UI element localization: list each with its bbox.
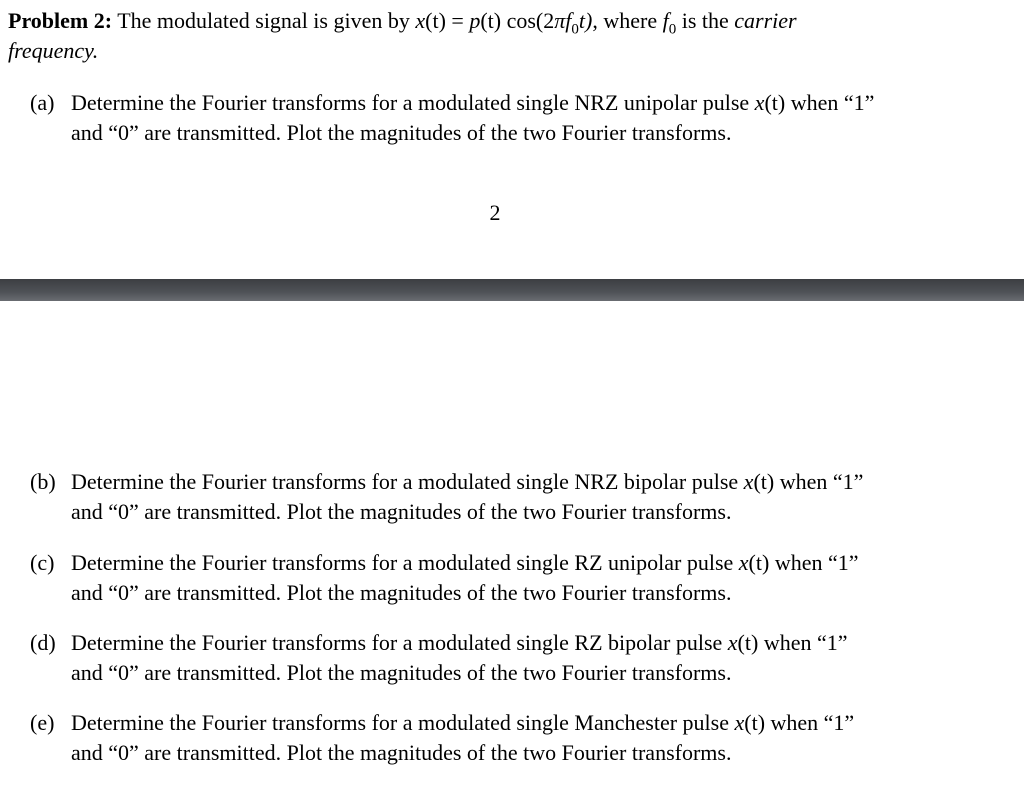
- eq-equals: =: [451, 8, 464, 33]
- part-d-label: (d): [30, 630, 56, 655]
- part-e-text1: Determine the Fourier transforms for a modulated single Manchester pulse: [71, 710, 729, 735]
- part-b-line1: [30, 467, 1010, 497]
- eq-p: p: [469, 8, 481, 33]
- part-b-text1: Determine the Fourier transforms for a modulated single NRZ bipolar pulse: [71, 469, 739, 494]
- part-b-label: (b): [30, 469, 56, 494]
- eq-x-arg: (t): [425, 8, 446, 33]
- part-a-line2: and “0” are transmitted. Plot the magnitudes of the two Fourier transforms.: [71, 120, 732, 145]
- part-c: [30, 548, 1010, 608]
- part-d-tail: when “1”: [763, 630, 848, 655]
- eq-p-arg: (t): [480, 8, 502, 33]
- part-c-tail: when “1”: [774, 550, 859, 575]
- problem-heading: Problem 2:: [8, 8, 113, 33]
- part-b-tail: when “1”: [779, 469, 864, 494]
- part-a-label: (a): [30, 90, 55, 115]
- eq-sub0: 0: [571, 21, 579, 38]
- part-a-xt-arg: (t): [764, 90, 786, 115]
- eq-pi: π: [554, 8, 566, 33]
- part-a-line1: [30, 88, 1010, 118]
- part-b-xt-var: x: [743, 469, 754, 494]
- eq-f: f: [565, 8, 572, 33]
- part-e-tail: when “1”: [770, 710, 855, 735]
- part-b: [30, 467, 1010, 527]
- page-number: 2: [489, 200, 501, 225]
- part-c-xt-var: x: [738, 550, 749, 575]
- eq-cos: cos: [506, 8, 536, 33]
- problem-statement-line2: [8, 36, 1018, 66]
- page-top: [0, 0, 1024, 279]
- f0-sub: 0: [668, 21, 677, 38]
- part-c-line2: and “0” are transmitted. Plot the magnitudes of the two Fourier transforms.: [71, 580, 732, 605]
- part-c-text1: Determine the Fourier transforms for a modulated single RZ unipolar pulse: [71, 550, 734, 575]
- eq-cos-open: (2: [535, 8, 555, 33]
- part-e-xt-var: x: [734, 710, 745, 735]
- part-a-tail: when “1”: [790, 90, 875, 115]
- eq-cos-close: t): [578, 8, 593, 33]
- part-d-line1: [30, 628, 1010, 658]
- part-d-text1: Determine the Fourier transforms for a modulated single RZ bipolar pulse: [71, 630, 723, 655]
- part-d-line2: and “0” are transmitted. Plot the magnitudes of the two Fourier transforms.: [71, 660, 732, 685]
- part-c-label: (c): [30, 550, 55, 575]
- part-e-label: (e): [30, 710, 55, 735]
- part-b-line2: and “0” are transmitted. Plot the magnitudes of the two Fourier transforms.: [71, 499, 732, 524]
- part-e-xt-arg: (t): [744, 710, 766, 735]
- part-a-text1: Determine the Fourier transforms for a modulated single NRZ unipolar pulse: [71, 90, 750, 115]
- where-text: , where: [592, 8, 658, 33]
- part-d-xt-arg: (t): [737, 630, 759, 655]
- part-a-xt-var: x: [754, 90, 765, 115]
- eq-x: x: [415, 8, 426, 33]
- page-bottom: [0, 301, 1024, 785]
- is-the-text: is the: [681, 8, 729, 33]
- part-b-xt-arg: (t): [753, 469, 775, 494]
- frequency-word: frequency.: [8, 38, 99, 63]
- part-d: [30, 628, 1010, 688]
- part-c-line1: [30, 548, 1010, 578]
- part-c-xt-arg: (t): [748, 550, 770, 575]
- carrier-word: carrier: [734, 8, 797, 33]
- page-break-separator: [0, 279, 1024, 301]
- problem-intro: The modulated signal is given by: [117, 8, 410, 33]
- part-d-xt-var: x: [727, 630, 738, 655]
- part-e: [30, 708, 1010, 768]
- part-e-line2: and “0” are transmitted. Plot the magnitudes of the two Fourier transforms.: [71, 740, 732, 765]
- f0-var: f: [662, 8, 669, 33]
- part-a: [30, 88, 1010, 148]
- part-e-line1: [30, 708, 1010, 738]
